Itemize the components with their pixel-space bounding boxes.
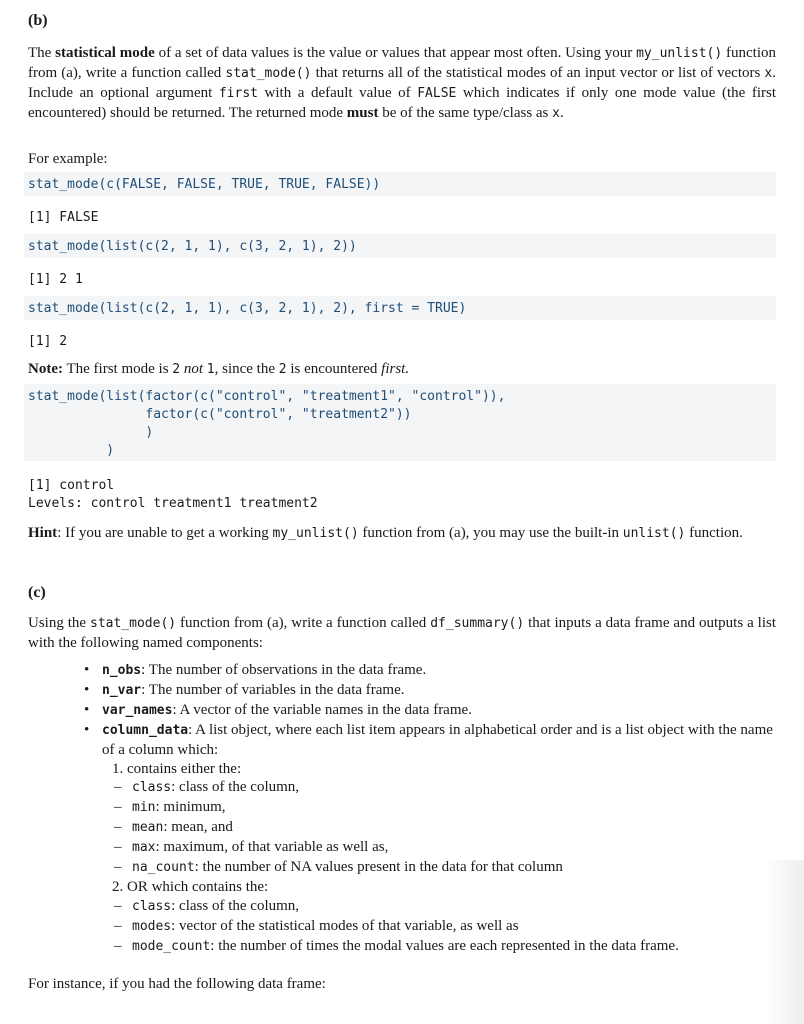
section-c-intro: Using the stat_mode() function from (a), write a function called df_summary() that inputs a data frame and outputs a list with the following named components: — [28, 615, 776, 651]
sub-item: – mode_count: the number of times the modal values are each represented in the data frame. — [114, 937, 679, 954]
code-example-1: stat_mode(c(FALSE, FALSE, TRUE, TRUE, FALSE)) — [24, 172, 776, 196]
list-item: • var_names: A vector of the variable names in the data frame. — [84, 701, 774, 721]
sub-item: – min: minimum, — [114, 799, 226, 816]
list-item: • n_var: The number of variables in the data frame. — [84, 681, 774, 701]
sub-item: – modes: vector of the statistical modes of that variable, as well as — [114, 917, 519, 934]
sub-item: – na_count: the number of NA values present in the data for that column — [114, 859, 563, 876]
closing-sentence: For instance, if you had the following data frame: — [28, 976, 326, 992]
code-line: stat_mode(list(factor(c("control", "treatment1", "control")), — [28, 389, 506, 404]
sub-item: – class: class of the column, — [114, 779, 300, 796]
output-line: Levels: control treatment1 treatment2 — [28, 496, 318, 511]
code-line: ) — [28, 443, 115, 458]
sub-item: – max: maximum, of that variable as well as, — [114, 839, 389, 856]
code-line: ) — [28, 425, 154, 440]
code-example-4 — [24, 384, 776, 461]
output-example-2: [1] 2 1 — [28, 272, 83, 287]
list-item: • column_data: A list object, where each list item appears in alphabetical order and is a list object with the name of a column which: 1. contains either the: – class: class of the column, – min: minimum, – mean: mean, and – max: maximum, of that variable as well as, – na_count: the number of NA values present in the data for that column 2. OR which contains the: – class: class of the column, – modes: vector of the statistical modes of that variable, as well as – mode_count: the number of times the modal values are each represented in the data frame. — [84, 721, 774, 957]
code-example-3: stat_mode(list(c(2, 1, 1), c(3, 2, 1), 2), first = TRUE) — [24, 296, 776, 320]
option-2-label: 2. OR which contains the: — [112, 878, 269, 895]
for-example-label: For example: — [28, 151, 108, 167]
output-line: [1] control — [28, 478, 115, 493]
option-1-label: 1. contains either the: — [112, 760, 242, 777]
list-item: • n_obs: The number of observations in the data frame. — [84, 661, 774, 681]
output-example-1: [1] FALSE — [28, 210, 99, 225]
section-c-heading: (c) — [28, 584, 46, 601]
section-b-intro: The statistical mode of a set of data values is the value or values that appear most often. Using your my_unlist() function from (a), write a function called stat_mode() that returns all of the statistical modes of an input vector or list of vectors x. Include an optional argument first with a default value of FALSE which indicates if only one mode value (the first encountered) should be returned. The returned mode must be of the same type/class as x. — [28, 45, 777, 121]
sub-item: – class: class of the column, — [114, 897, 300, 914]
note-paragraph: Note: The first mode is 2 not 1, since the 2 is encountered first. — [28, 361, 410, 377]
code-line: factor(c("control", "treatment2")) — [28, 407, 412, 422]
code-example-2: stat_mode(list(c(2, 1, 1), c(3, 2, 1), 2)) — [24, 234, 776, 258]
page-edge-shadow — [764, 860, 804, 1024]
hint-paragraph: Hint: If you are unable to get a working my_unlist() function from (a), you may use the built-in unlist() function. — [28, 525, 743, 541]
sub-item: – mean: mean, and — [114, 819, 233, 836]
section-b-heading: (b) — [28, 12, 48, 29]
output-example-4 — [28, 477, 318, 513]
output-example-3: [1] 2 — [28, 334, 68, 349]
